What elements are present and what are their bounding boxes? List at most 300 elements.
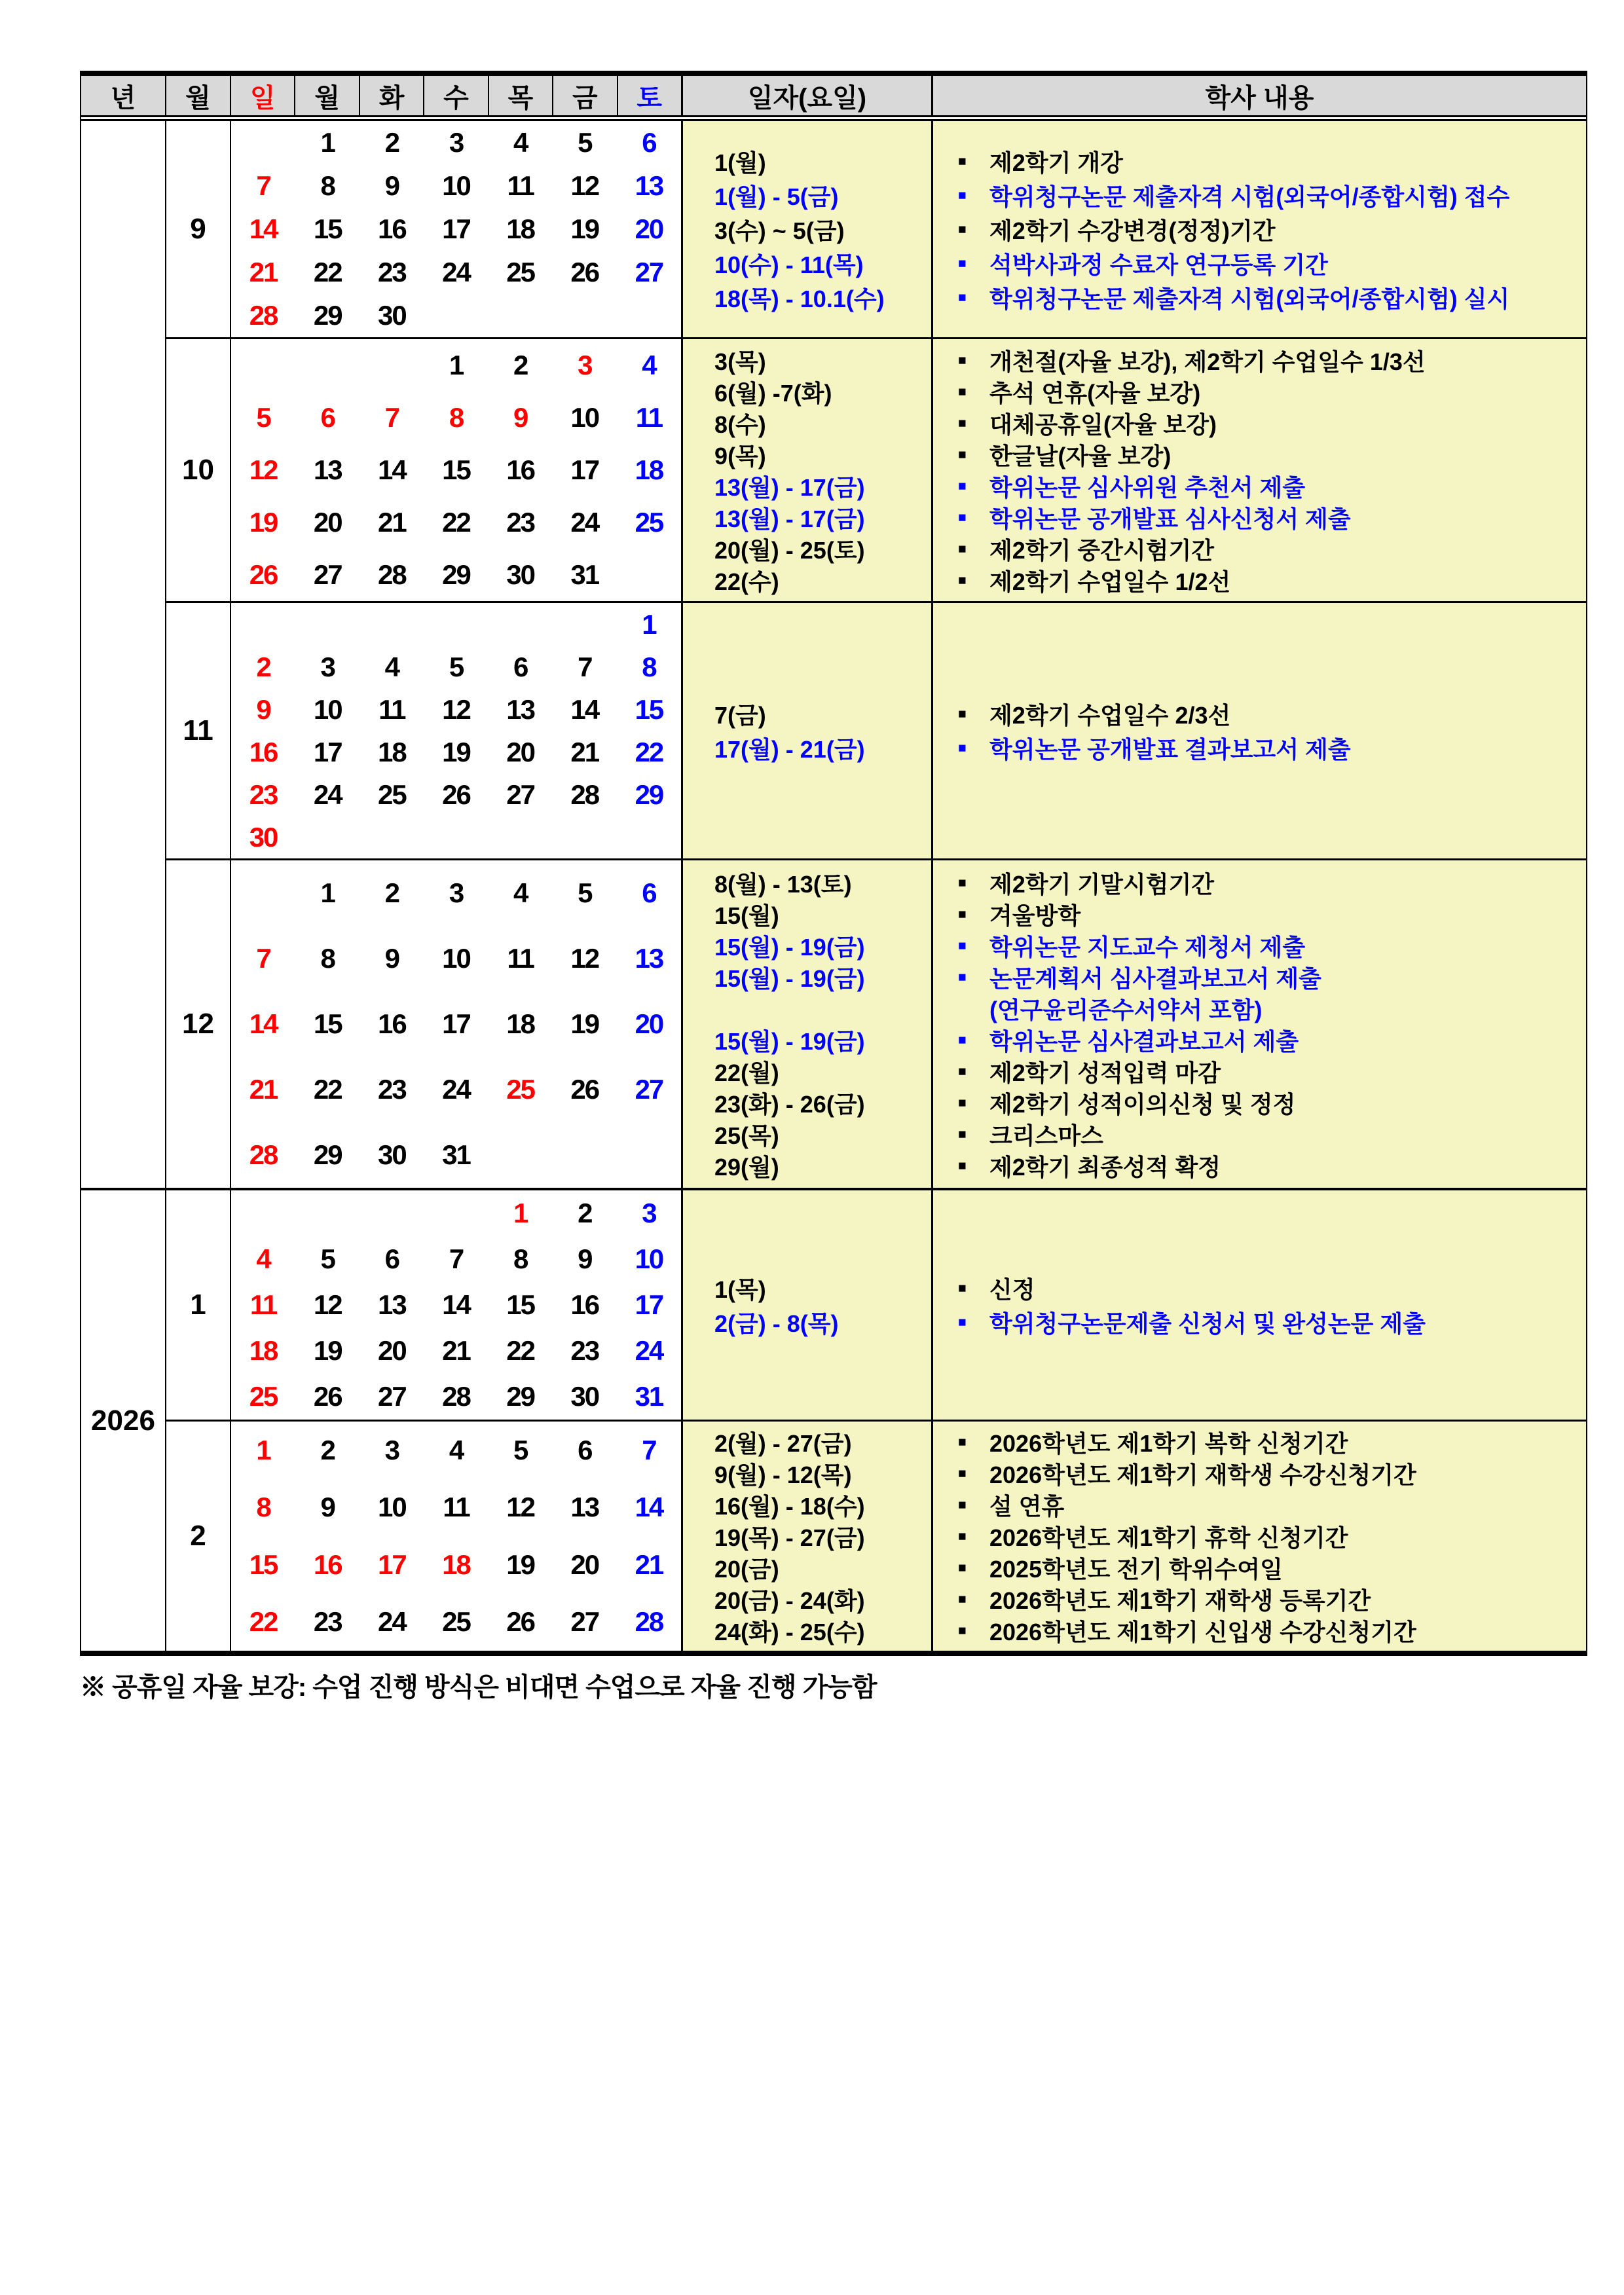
content-line — [958, 344, 1579, 376]
calendar-day: 22 — [313, 1074, 342, 1105]
calendar-day: 28 — [377, 559, 406, 590]
calendar-day: 1 — [642, 608, 656, 640]
content-text: 2026학년도 제1학기 복학 신청기간 — [989, 1429, 1348, 1457]
year-label: 2026 — [81, 1190, 166, 1651]
content-line — [958, 1305, 1579, 1339]
calendar-day — [360, 1190, 424, 1236]
calendar-day: 29 — [506, 1381, 534, 1412]
content-text: 학위논문 공개발표 심사신청서 제출 — [989, 505, 1351, 532]
date-line: 6(월) -7(화) — [714, 379, 832, 407]
calendar-day — [553, 1122, 617, 1188]
date-line: 22(월) — [714, 1059, 779, 1086]
calendar-day: 8 — [513, 1243, 528, 1274]
calendar-day: 20 — [635, 213, 663, 244]
calendar-day: 7 — [256, 943, 270, 974]
calendar-day: 5 — [320, 1243, 335, 1274]
calendar-day: 27 — [377, 1381, 406, 1412]
header-day-목: 목 — [489, 76, 553, 115]
calendar-day: 10 — [635, 1243, 663, 1274]
content-text: 학위청구논문제출 신청서 및 완성논문 제출 — [989, 1310, 1426, 1337]
calendar-day: 4 — [449, 1434, 464, 1465]
month-row — [166, 858, 1586, 1188]
date-column — [683, 860, 933, 1188]
calendar-day: 27 — [313, 559, 342, 590]
content-text: 제2학기 수업일수 1/2선 — [989, 568, 1231, 595]
calendar-day: 27 — [570, 1606, 599, 1638]
header-month: 월 — [166, 76, 231, 115]
calendar-day — [553, 603, 617, 646]
calendar-day: 31 — [635, 1381, 663, 1412]
bullet-square-icon: ■ — [958, 1560, 967, 1575]
content-text: 학위논문 지도교수 제청서 제출 — [989, 933, 1306, 961]
content-column — [933, 860, 1586, 1188]
calendar-day: 3 — [449, 127, 464, 158]
calendar-day: 11 — [378, 693, 405, 725]
calendar-day: 14 — [377, 454, 406, 485]
content-text: 제2학기 기말시험기간 — [989, 870, 1215, 898]
date-line: 15(월) - 19(금) — [714, 964, 865, 992]
content-text: 2025학년도 전기 학위수여일 — [989, 1555, 1283, 1583]
calendar-day — [231, 339, 295, 392]
content-text: 제2학기 성적입력 마감 — [989, 1059, 1221, 1086]
content-line — [958, 144, 1579, 178]
content-text: 학위논문 심사위원 추천서 제출 — [989, 473, 1306, 501]
calendar-day: 5 — [578, 127, 592, 158]
calendar-day: 17 — [442, 213, 470, 244]
bullet-square-icon: ■ — [958, 1591, 967, 1607]
date-column — [683, 339, 933, 601]
bullet-square-icon: ■ — [958, 1314, 967, 1330]
date-line: 16(월) - 18(수) — [714, 1492, 865, 1520]
calendar-day: 19 — [249, 507, 278, 538]
calendar-day: 11 — [507, 170, 534, 201]
date-line: 9(월) - 12(목) — [714, 1461, 852, 1488]
calendar-day: 22 — [506, 1335, 534, 1366]
calendar-day: 6 — [384, 1243, 399, 1274]
date-column — [683, 603, 933, 858]
calendar-day: 26 — [570, 257, 599, 287]
calendar-day: 29 — [442, 559, 470, 590]
calendar-day: 16 — [313, 1549, 342, 1580]
calendar-day: 12 — [570, 943, 599, 974]
calendar-day: 7 — [256, 170, 270, 201]
calendar-day: 4 — [642, 350, 656, 380]
content-line — [958, 1024, 1579, 1056]
calendar-day: 23 — [506, 507, 534, 538]
content-line — [958, 731, 1579, 765]
month-row — [166, 1420, 1586, 1651]
calendar-day — [489, 294, 553, 337]
calendar-day: 18 — [442, 1549, 470, 1580]
calendar-day — [231, 121, 295, 164]
calendar-day — [617, 1122, 681, 1188]
mini-calendar — [231, 1422, 683, 1651]
calendar-day: 20 — [377, 1335, 406, 1366]
bullet-square-icon: ■ — [958, 221, 967, 237]
date-line: 19(목) - 27(금) — [714, 1524, 865, 1551]
bullet-square-icon: ■ — [958, 1280, 967, 1296]
calendar-day: 24 — [377, 1606, 406, 1638]
calendar-day: 1 — [320, 127, 335, 158]
calendar-day: 10 — [377, 1492, 406, 1523]
calendar-day — [231, 860, 295, 926]
date-line: 15(월) - 19(금) — [714, 1027, 865, 1055]
content-column — [933, 121, 1586, 337]
bullet-square-icon: ■ — [958, 447, 967, 462]
content-line — [958, 697, 1579, 731]
calendar-day: 26 — [313, 1381, 342, 1412]
month-label: 12 — [166, 860, 231, 1188]
header-double-rule — [81, 115, 1586, 121]
content-line — [958, 439, 1579, 470]
calendar-day: 27 — [506, 779, 534, 810]
calendar-day: 9 — [384, 943, 399, 974]
calendar-day: 28 — [442, 1381, 470, 1412]
content-line — [958, 1520, 1579, 1552]
content-line — [958, 1583, 1579, 1615]
content-line — [958, 564, 1579, 596]
bullet-square-icon: ■ — [958, 875, 967, 890]
content-line — [958, 280, 1579, 314]
content-text: 2026학년도 제1학기 신입생 수강신청기간 — [989, 1618, 1416, 1645]
date-line: 18(목) - 10.1(수) — [714, 285, 885, 312]
calendar-day: 20 — [313, 507, 342, 538]
date-line: 1(월) — [714, 149, 766, 176]
months-container — [166, 1190, 1586, 1651]
content-line — [958, 867, 1579, 898]
calendar-day: 28 — [635, 1606, 663, 1638]
calendar-day: 17 — [377, 1549, 406, 1580]
calendar-day: 23 — [377, 257, 406, 287]
bullet-square-icon: ■ — [958, 1032, 967, 1048]
calendar-day: 21 — [249, 257, 278, 287]
calendar-day — [295, 1190, 360, 1236]
calendar-day: 7 — [449, 1243, 464, 1274]
calendar-day: 12 — [249, 454, 278, 485]
calendar-day: 30 — [377, 1139, 406, 1170]
bullet-square-icon: ■ — [958, 509, 967, 525]
calendar-day — [360, 339, 424, 392]
calendar-day: 7 — [384, 402, 399, 433]
calendar-day: 26 — [249, 559, 278, 590]
calendar-day: 26 — [570, 1074, 599, 1105]
calendar-day: 2 — [384, 877, 399, 908]
content-text: 개천절(자율 보강), 제2학기 수업일수 1/3선 — [989, 348, 1426, 375]
mini-calendar — [231, 339, 683, 601]
content-line — [958, 1087, 1579, 1118]
year-block — [81, 121, 1586, 1188]
month-row — [166, 121, 1586, 337]
calendar-day: 23 — [249, 779, 278, 810]
bullet-square-icon: ■ — [958, 478, 967, 494]
bullet-square-icon: ■ — [958, 938, 967, 953]
calendar-day: 10 — [442, 170, 470, 201]
content-line — [958, 1615, 1579, 1646]
calendar-day: 25 — [506, 1074, 534, 1105]
calendar-day: 24 — [570, 507, 599, 538]
calendar-day: 21 — [570, 736, 599, 767]
calendar-day — [424, 1190, 488, 1236]
calendar-day: 8 — [449, 402, 464, 433]
content-line — [958, 898, 1579, 930]
calendar-day: 17 — [442, 1008, 470, 1039]
calendar-day: 25 — [442, 1606, 470, 1638]
content-line — [958, 178, 1579, 212]
content-text: 제2학기 최종성적 확정 — [989, 1153, 1221, 1181]
header-days-of-week — [231, 76, 683, 115]
date-line: 13(월) - 17(금) — [714, 505, 865, 532]
date-line: 8(수) — [714, 411, 766, 438]
date-line: 2(월) - 27(금) — [714, 1429, 852, 1457]
content-line — [958, 212, 1579, 246]
table-header-row — [81, 76, 1586, 115]
content-line — [958, 502, 1579, 533]
calendar-day: 3 — [642, 1198, 656, 1228]
content-line — [958, 930, 1579, 961]
bullet-square-icon: ■ — [958, 906, 967, 922]
calendar-day: 11 — [249, 1289, 277, 1320]
calendar-day: 4 — [256, 1243, 270, 1274]
calendar-day: 6 — [642, 127, 656, 158]
month-row — [166, 337, 1586, 601]
calendar-day — [424, 294, 488, 337]
calendar-day: 24 — [442, 1074, 470, 1105]
calendar-day: 24 — [313, 779, 342, 810]
calendar-day: 5 — [578, 877, 592, 908]
calendar-day: 15 — [313, 213, 342, 244]
calendar-day: 14 — [635, 1492, 663, 1523]
bullet-square-icon: ■ — [958, 1158, 967, 1173]
calendar-day: 22 — [313, 257, 342, 287]
calendar-day: 10 — [442, 943, 470, 974]
header-day-토: 토 — [637, 83, 663, 113]
calendar-day: 13 — [635, 943, 663, 974]
calendar-day — [424, 603, 488, 646]
content-text: 추석 연휴(자율 보강) — [989, 379, 1201, 407]
calendar-day: 14 — [249, 213, 278, 244]
date-column — [683, 1422, 933, 1651]
calendar-day: 21 — [442, 1335, 470, 1366]
content-text: 대체공휴일(자율 보강) — [989, 411, 1217, 438]
calendar-day — [617, 549, 681, 601]
calendar-day: 19 — [570, 213, 599, 244]
calendar-day: 21 — [635, 1549, 663, 1580]
bullet-square-icon: ■ — [958, 1095, 967, 1111]
calendar-day: 5 — [513, 1434, 528, 1465]
calendar-day: 30 — [377, 300, 406, 331]
calendar-day: 6 — [578, 1434, 592, 1465]
calendar-day: 12 — [506, 1492, 534, 1523]
calendar-day: 3 — [384, 1434, 399, 1465]
calendar-day: 19 — [313, 1335, 342, 1366]
bullet-square-icon: ■ — [958, 740, 967, 756]
calendar-day: 19 — [506, 1549, 534, 1580]
month-label: 11 — [166, 603, 231, 858]
calendar-day: 21 — [377, 507, 406, 538]
content-line — [958, 470, 1579, 502]
date-line: 8(월) - 13(토) — [714, 870, 852, 898]
calendar-day: 20 — [635, 1008, 663, 1039]
calendar-day — [553, 816, 617, 858]
content-line — [958, 1489, 1579, 1520]
header-day-화: 화 — [360, 76, 424, 115]
date-line: 24(화) - 25(수) — [714, 1618, 865, 1645]
calendar-day: 31 — [570, 559, 599, 590]
content-text: 설 연휴 — [989, 1492, 1065, 1520]
date-line: 13(월) - 17(금) — [714, 473, 865, 501]
calendar-day: 7 — [578, 651, 592, 682]
calendar-day: 25 — [377, 779, 406, 810]
calendar-day: 18 — [249, 1335, 278, 1366]
calendar-day: 15 — [635, 693, 663, 725]
date-line: 7(금) — [714, 701, 766, 729]
header-day-금: 금 — [553, 76, 618, 115]
content-line — [958, 1458, 1579, 1489]
date-line: 2(금) - 8(목) — [714, 1310, 839, 1337]
bullet-square-icon: ■ — [958, 1434, 967, 1450]
content-line — [958, 533, 1579, 564]
bullet-square-icon: ■ — [958, 1126, 967, 1142]
calendar-day: 11 — [507, 943, 534, 974]
bullet-square-icon: ■ — [958, 1623, 967, 1638]
date-line: 23(화) - 26(금) — [714, 1090, 865, 1118]
calendar-day: 6 — [513, 651, 528, 682]
header-day-수: 수 — [424, 76, 489, 115]
mini-calendar — [231, 603, 683, 858]
content-text: (연구윤리준수서약서 포함) — [989, 996, 1263, 1023]
calendar-day: 28 — [249, 1139, 278, 1170]
calendar-day: 26 — [442, 779, 470, 810]
calendar-day — [231, 603, 295, 646]
date-line: 9(목) — [714, 442, 766, 469]
calendar-day: 16 — [377, 1008, 406, 1039]
header-date: 일자(요일) — [683, 76, 933, 115]
content-text: 석박사과정 수료자 연구등록 기간 — [989, 251, 1328, 278]
calendar-day — [295, 603, 360, 646]
calendar-day — [489, 603, 553, 646]
calendar-day — [617, 816, 681, 858]
calendar-day: 1 — [256, 1434, 270, 1465]
content-text: 학위논문 공개발표 결과보고서 제출 — [989, 735, 1351, 763]
calendar-day: 27 — [635, 1074, 663, 1105]
bullet-square-icon: ■ — [958, 187, 967, 203]
calendar-day: 11 — [443, 1492, 470, 1523]
calendar-day: 12 — [313, 1289, 342, 1320]
calendar-day: 15 — [313, 1008, 342, 1039]
calendar-day: 2 — [513, 350, 528, 380]
date-line: 15(월) — [714, 902, 779, 929]
calendar-day: 18 — [635, 454, 663, 485]
calendar-day: 17 — [570, 454, 599, 485]
calendar-day: 29 — [313, 1139, 342, 1170]
calendar-day: 14 — [570, 693, 599, 725]
year-label — [81, 121, 166, 1188]
header-content: 학사 내용 — [1205, 83, 1314, 113]
calendar-day: 17 — [635, 1289, 663, 1320]
calendar-day: 30 — [249, 821, 278, 853]
calendar-day: 11 — [635, 402, 663, 433]
calendar-day: 1 — [320, 877, 335, 908]
date-line: 1(목) — [714, 1276, 766, 1303]
bullet-square-icon: ■ — [958, 1465, 967, 1481]
calendar-day: 25 — [249, 1381, 278, 1412]
calendar-day: 16 — [249, 736, 278, 767]
date-line: 3(목) — [714, 348, 766, 375]
calendar-day: 18 — [506, 213, 534, 244]
month-row — [166, 601, 1586, 858]
bullet-square-icon: ■ — [958, 969, 967, 985]
content-text: 학위논문 심사결과보고서 제출 — [989, 1027, 1299, 1055]
bullet-square-icon: ■ — [958, 255, 967, 271]
header-day-일: 일 — [231, 76, 295, 115]
content-text: 2026학년도 제1학기 휴학 신청기간 — [989, 1524, 1348, 1551]
bullet-square-icon: ■ — [958, 706, 967, 722]
content-text: 학위청구논문 제출자격 시험(외국어/종합시험) 접수 — [989, 183, 1510, 210]
calendar-day — [489, 816, 553, 858]
calendar-day: 12 — [442, 693, 470, 725]
content-text: 2026학년도 제1학기 재학생 수강신청기간 — [989, 1461, 1416, 1488]
content-text: 제2학기 중간시험기간 — [989, 536, 1215, 564]
calendar-day: 3 — [578, 350, 592, 380]
date-column — [683, 1190, 933, 1420]
bullet-square-icon: ■ — [958, 289, 967, 305]
calendar-day: 12 — [570, 170, 599, 201]
calendar-day: 29 — [313, 300, 342, 331]
calendar-day: 1 — [513, 1198, 528, 1228]
calendar-day: 9 — [256, 693, 270, 725]
calendar-day: 24 — [442, 257, 470, 287]
date-line: 25(목) — [714, 1122, 779, 1149]
calendar-day: 9 — [384, 170, 399, 201]
calendar-day: 2 — [578, 1198, 592, 1228]
date-line — [714, 993, 931, 1024]
content-column — [933, 339, 1586, 601]
calendar-day: 15 — [442, 454, 470, 485]
content-text: 겨울방학 — [989, 902, 1081, 929]
mini-calendar — [231, 860, 683, 1188]
calendar-day: 22 — [635, 736, 663, 767]
date-line: 10(수) - 11(목) — [714, 251, 864, 278]
footnote: ※ 공휴일 자율 보강: 수업 진행 방식은 비대면 수업으로 자율 진행 가능함 — [80, 1673, 877, 1702]
calendar-day — [231, 1190, 295, 1236]
calendar-day: 22 — [442, 507, 470, 538]
calendar-day — [360, 603, 424, 646]
content-text: 제2학기 성적이의신청 및 정정 — [989, 1090, 1296, 1118]
calendar-day: 8 — [256, 1492, 270, 1523]
content-text: 제2학기 수강변경(정정)기간 — [989, 217, 1276, 244]
calendar-day: 30 — [570, 1381, 599, 1412]
calendar-day: 1 — [449, 350, 464, 380]
bullet-square-icon: ■ — [958, 1497, 967, 1513]
calendar-day: 6 — [320, 402, 335, 433]
date-column — [683, 121, 933, 337]
month-row — [166, 1190, 1586, 1420]
date-line: 29(월) — [714, 1153, 779, 1181]
calendar-day: 4 — [384, 651, 399, 682]
content-line — [958, 376, 1579, 407]
calendar-day: 8 — [642, 651, 656, 682]
calendar-day: 20 — [506, 736, 534, 767]
header-year: 년 — [81, 76, 166, 115]
calendar-day: 15 — [506, 1289, 534, 1320]
calendar-day: 14 — [442, 1289, 470, 1320]
content-text: 논문계획서 심사결과보고서 제출 — [989, 964, 1321, 992]
bullet-square-icon: ■ — [958, 415, 967, 431]
content-line — [958, 1426, 1579, 1458]
calendar-day: 25 — [635, 507, 663, 538]
calendar-day: 5 — [256, 402, 270, 433]
calendar-day: 13 — [506, 693, 534, 725]
